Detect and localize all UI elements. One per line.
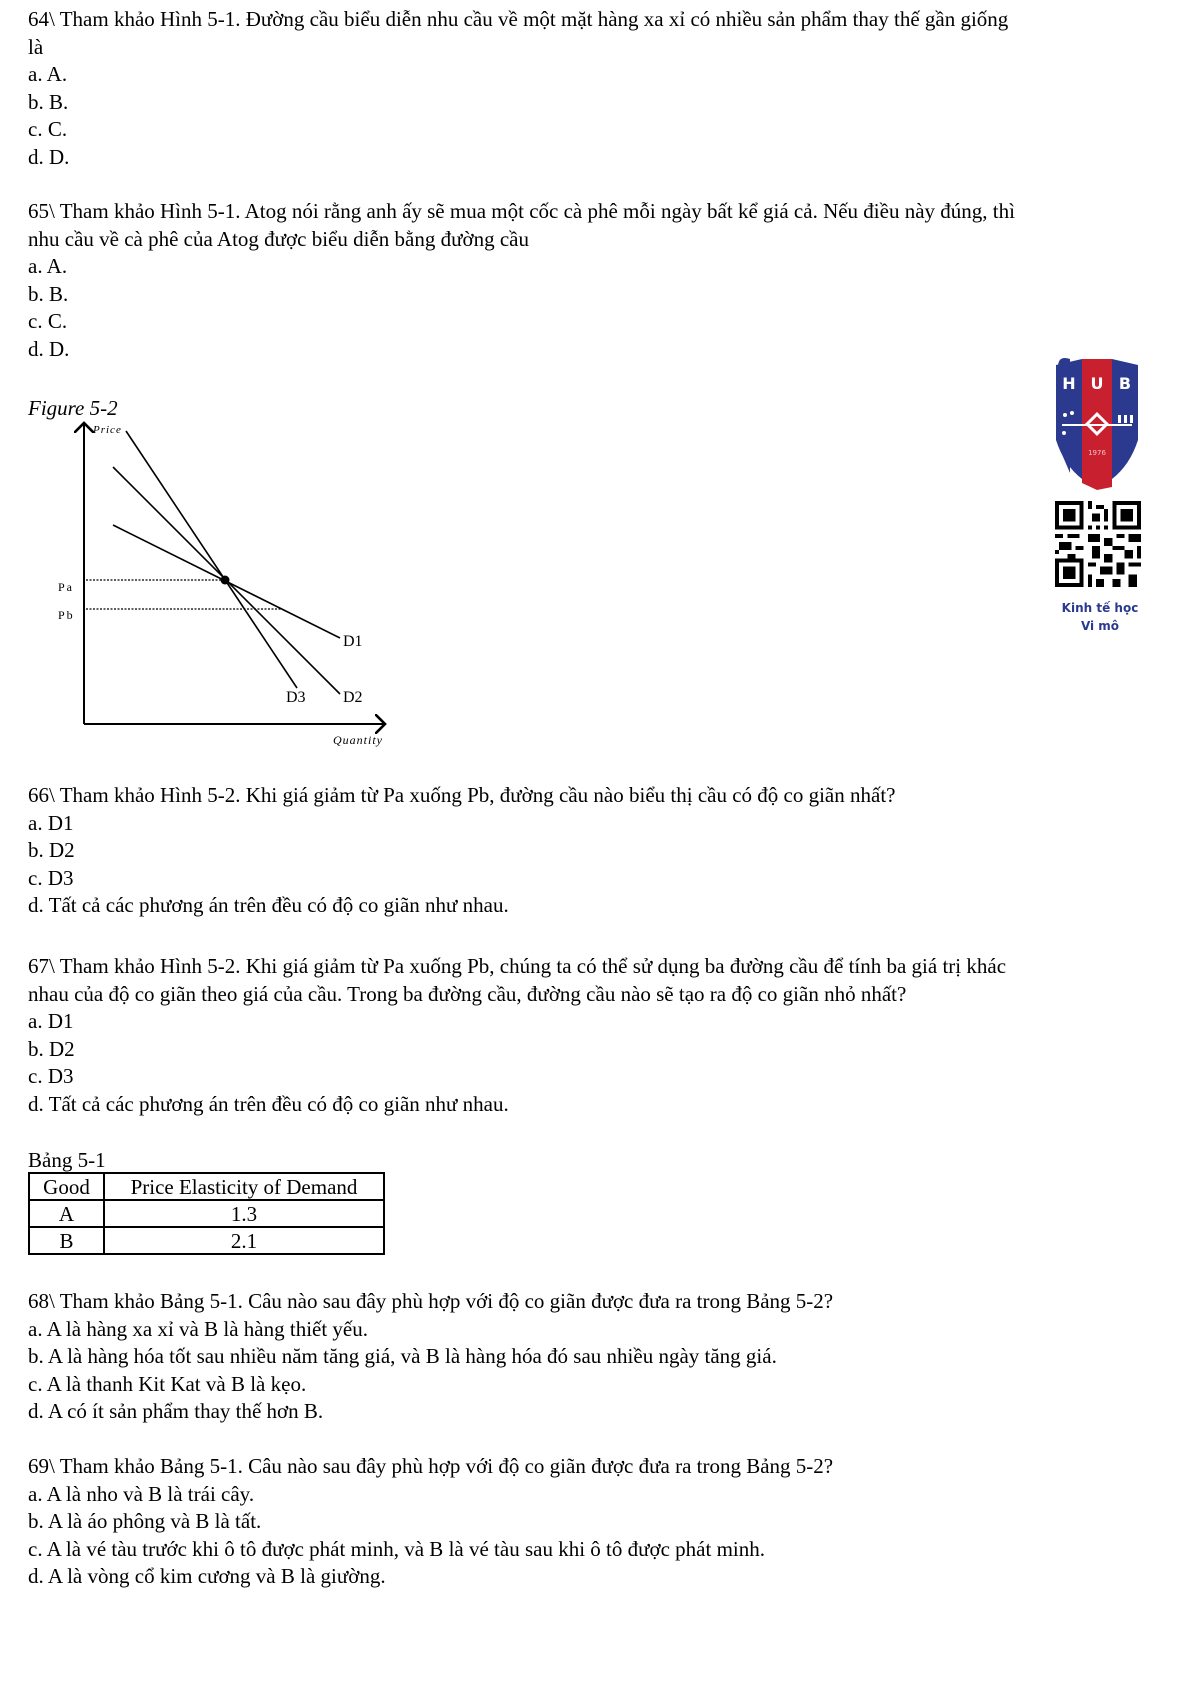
option-c: c. D3 [28,1064,74,1088]
option-d: d. D. [28,144,70,169]
logo-letter-u: U [1090,374,1104,393]
question-text: 69\ Tham khảo Bảng 5-1. Câu nào sau đây phù hợp với độ co giãn được đưa ra trong Bảng 5-2? [28,1454,834,1478]
course-title: Kinh tế học [1061,601,1139,615]
question-69 [28,1453,833,1591]
cell-elasticity: 2.1 [104,1227,384,1254]
table-row [29,1200,384,1227]
logo-letter-b: B [1118,374,1132,393]
option-a: a. D1 [28,1009,74,1033]
option-b: b. A là áo phông và B là tất. [28,1509,262,1533]
option-c: c. A là vé tàu trước khi ô tô được phát minh, và B là vé tàu sau khi ô tô được phát minh. [28,1536,765,1561]
course-subtitle: Vi mô [1080,619,1120,633]
question-67 [28,953,1006,1118]
curve-d3 [126,431,297,688]
table-header-row [29,1173,384,1200]
cell-elasticity: 1.3 [104,1200,384,1227]
cell-good: B [29,1227,104,1254]
x-axis-label: Quantity [333,733,383,747]
figure-caption: Figure 5-2 [28,396,118,420]
logo-year: 1976 [1088,449,1106,457]
column-header-good: Good [29,1173,104,1200]
logo-letter-h: H [1062,374,1076,393]
question-text: 67\ Tham khảo Hình 5-2. Khi giá giảm từ Pa xuống Pb, chúng ta có thể sử dụng ba đường cầu để tính ba giá trị khác [28,954,1007,978]
question-text: 64\ Tham khảo Hình 5-1. Đường cầu biểu diễn nhu cầu về một mặt hàng xa xỉ có nhiều sản phẩm thay thế gần giống [28,7,1009,31]
option-d: d. D. [28,336,70,361]
question-text: 66\ Tham khảo Hình 5-2. Khi giá giảm từ Pa xuống Pb, đường cầu nào biểu thị cầu có độ co giãn nhất? [28,783,896,807]
option-a: a. A. [28,62,68,86]
elasticity-table [28,1172,385,1255]
pa-label: Pa [58,580,74,594]
question-text: nhu cầu về cà phê của Atog được biểu diễn bằng đường cầu [28,226,529,251]
option-d: d. Tất cả các phương án trên đều có độ co giãn như nhau. [28,893,509,917]
option-a: a. A. [28,254,68,278]
column-header-elasticity: Price Elasticity of Demand [104,1173,384,1200]
option-a: a. A là nho và B là trái cây. [28,1481,255,1506]
question-66 [28,782,895,920]
hub-logo [1052,355,1142,490]
question-68 [28,1288,833,1426]
option-c: c. C. [28,117,68,141]
y-axis-label: Price [93,424,122,436]
option-a: a. A là hàng xa xỉ và B là hàng thiết yếu. [28,1316,368,1341]
demand-curve-figure [0,0,420,760]
cell-good: A [29,1200,104,1227]
question-text: là [28,34,44,59]
option-a: a. D1 [28,810,74,835]
option-c: c. D3 [28,865,74,890]
option-d: d. Tất cả các phương án trên đều có độ co giãn như nhau. [28,1091,509,1116]
option-d: d. A là vòng cổ kim cương và B là giường. [28,1564,386,1588]
d1-label: D1 [343,633,363,650]
option-b: b. B. [28,89,69,114]
question-text: 68\ Tham khảo Bảng 5-1. Câu nào sau đây phù hợp với độ co giãn được đưa ra trong Bảng 5-2? [28,1289,834,1313]
option-b: b. D2 [28,1036,75,1061]
d3-label: D3 [286,689,306,706]
option-c: c. A là thanh Kit Kat và B là kẹo. [28,1371,307,1396]
intersection-point [221,576,230,585]
qr-code[interactable] [1055,500,1141,588]
option-b: b. D2 [28,838,75,862]
option-d: d. A có ít sản phẩm thay thế hơn B. [28,1399,324,1423]
option-b: b. A là hàng hóa tốt sau nhiều năm tăng giá, và B là hàng hóa đó sau nhiều ngày tăng giá. [28,1344,777,1368]
question-text: 65\ Tham khảo Hình 5-1. Atog nói rằng anh ấy sẽ mua một cốc cà phê mỗi ngày bất kể giá cả. Nếu điều này đúng, thì [28,199,1015,223]
option-c: c. C. [28,309,68,333]
table-caption: Bảng 5-1 [28,1148,106,1172]
question-text: nhau của độ co giãn theo giá của cầu. Trong ba đường cầu, đường cầu nào sẽ tạo ra độ co giãn nhỏ nhất? [28,981,907,1006]
d2-label: D2 [343,689,363,706]
table-row [29,1227,384,1254]
pb-label: Pb [58,608,75,622]
option-b: b. B. [28,281,69,306]
